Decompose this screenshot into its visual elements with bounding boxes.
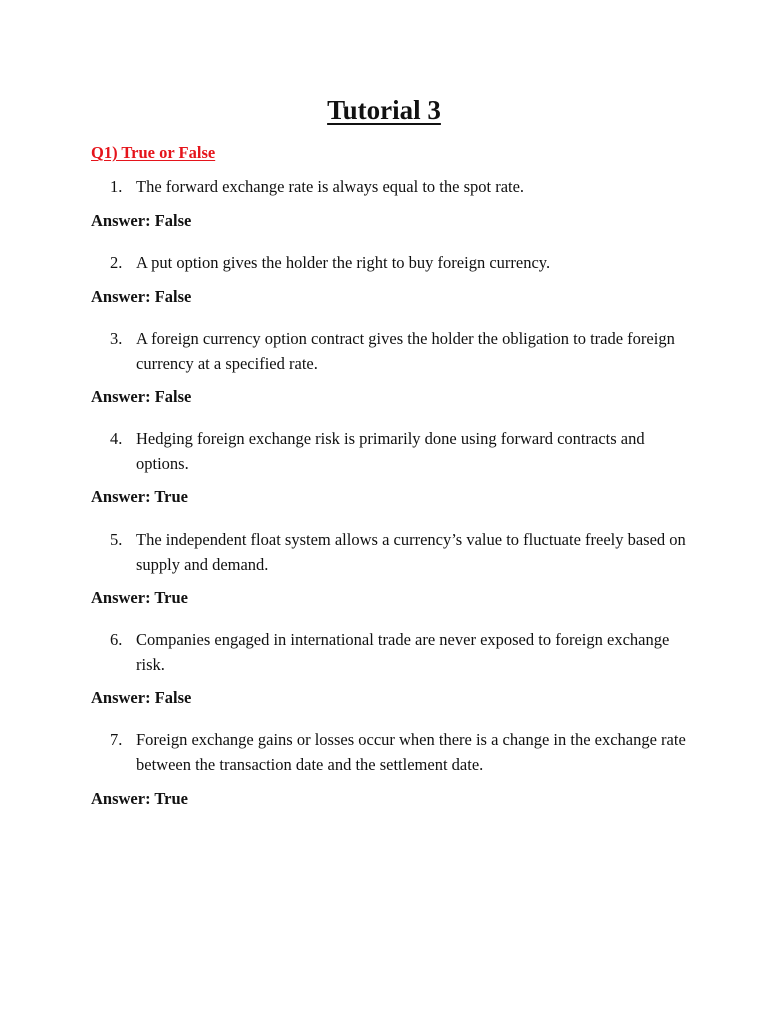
question-number: 1. bbox=[110, 177, 123, 196]
question-number: 7. bbox=[110, 730, 123, 749]
question-text: Companies engaged in international trade are never exposed to foreign exchange risk. bbox=[136, 630, 670, 674]
question-number: 5. bbox=[110, 530, 123, 549]
question-text: A foreign currency option contract gives the holder the obligation to trade foreign currency at a specified rate. bbox=[136, 329, 675, 373]
question-item bbox=[110, 251, 690, 276]
question-number: 3. bbox=[110, 329, 123, 348]
question-item bbox=[110, 528, 690, 577]
question-text: A put option gives the holder the right to buy foreign currency. bbox=[136, 253, 551, 272]
section-heading: Q1) True or False bbox=[91, 143, 216, 162]
question-text: Foreign exchange gains or losses occur when there is a change in the exchange rate between the transaction date and the settlement date. bbox=[136, 730, 686, 774]
answer-line: Answer: False bbox=[91, 211, 192, 230]
question-item bbox=[110, 628, 690, 677]
answer-line: Answer: True bbox=[91, 487, 189, 506]
answer-line: Answer: False bbox=[91, 287, 192, 306]
question-item bbox=[110, 427, 690, 476]
question-item bbox=[110, 728, 690, 777]
question-number: 6. bbox=[110, 630, 123, 649]
question-number: 2. bbox=[110, 253, 123, 272]
answer-line: Answer: False bbox=[91, 688, 192, 707]
question-item bbox=[110, 175, 690, 200]
question-number: 4. bbox=[110, 429, 123, 448]
page-title: Tutorial 3 bbox=[327, 95, 441, 125]
question-text: The independent float system allows a currency’s value to fluctuate freely based on supply and demand. bbox=[136, 530, 686, 574]
answer-line: Answer: True bbox=[91, 588, 189, 607]
question-text: Hedging foreign exchange risk is primarily done using forward contracts and options. bbox=[136, 429, 645, 473]
question-text: The forward exchange rate is always equal to the spot rate. bbox=[136, 177, 525, 196]
answer-line: Answer: False bbox=[91, 387, 192, 406]
answer-line: Answer: True bbox=[91, 789, 189, 808]
question-item bbox=[110, 327, 690, 376]
